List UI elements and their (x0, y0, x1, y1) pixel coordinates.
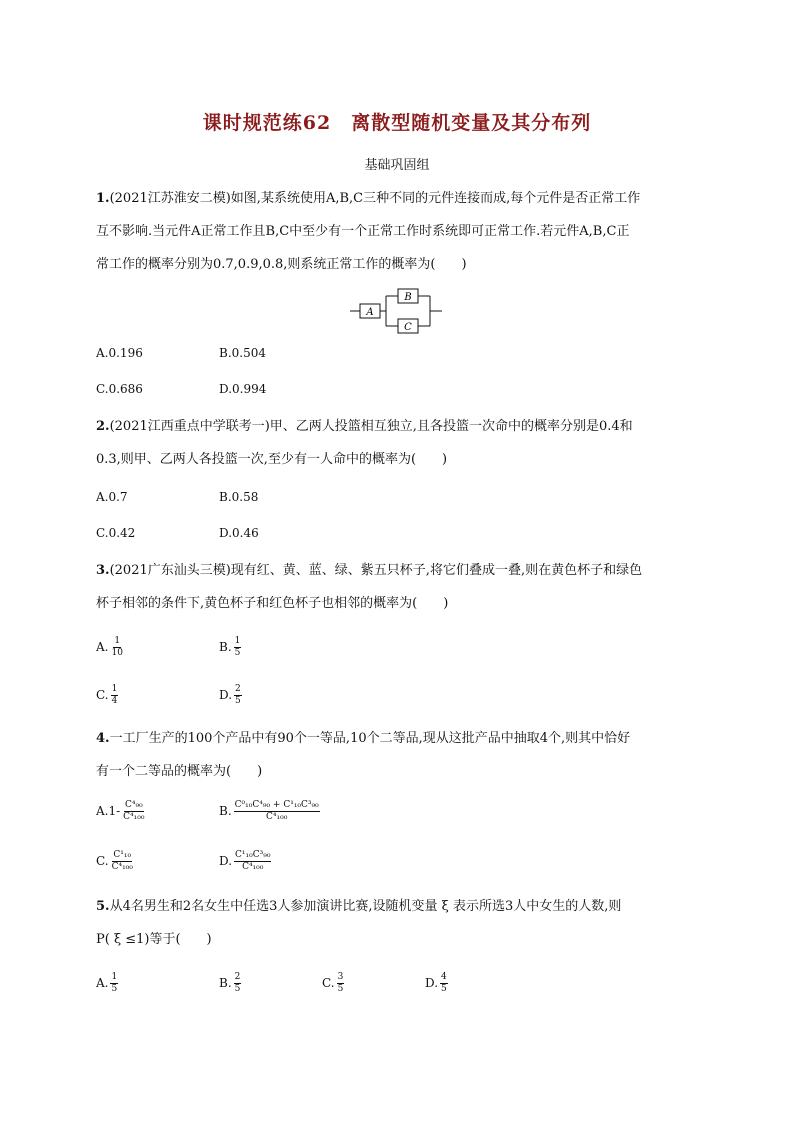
question-4 (96, 722, 696, 788)
option-d: D. $\frac{4}{5}$ (425, 972, 447, 994)
option-c: C. $\frac{\text{C¹₁₀}}{\text{C⁴₁₀₀}}$ (96, 850, 133, 872)
question-5 (96, 890, 696, 956)
fraction: $\frac{1}{4}$ (111, 684, 118, 706)
option-c: C. $\frac{1}{4}$ (96, 684, 118, 706)
circuit-diagram (350, 286, 444, 336)
question-1 (96, 182, 696, 281)
option-c: C.0.686 (96, 382, 143, 396)
option-d: D. $\frac{\text{C¹₁₀C³₉₀}}{\text{C⁴₁₀₀}}$ (219, 850, 271, 872)
question-text-line: 有一个二等品的概率为( ) (96, 764, 263, 779)
question-text-line: 从4名男生和2名女生中任选3人参加演讲比赛,设随机变量 ξ 表示所选3人中女生的人数,则 (109, 899, 622, 914)
option-a: A.0.7 (96, 490, 128, 504)
fraction: $\frac{\text{C¹₁₀}}{\text{C⁴₁₀₀}}$ (111, 850, 133, 872)
option-a: A. $\frac{1}{10}$ (96, 636, 123, 658)
question-text-line: (2021广东汕头三模)现有红、黄、蓝、绿、紫五只杯子,将它们叠成一叠,则在黄色杯子和绿色 (109, 563, 643, 578)
option-d: D.0.46 (219, 526, 259, 540)
question-3 (96, 554, 696, 620)
question-text-line: (2021江西重点中学联考一)甲、乙两人投篮相互独立,且各投篮一次命中的概率分别是0.4和 (109, 419, 633, 434)
component-a-label: A (366, 307, 374, 318)
option-b: B. $\frac{2}{5}$ (219, 972, 241, 994)
question-text-line: 互不影响.当元件A正常工作且B,C中至少有一个正常工作时系统即可正常工作.若元件A,B,C正 (96, 224, 630, 239)
option-c: C.0.42 (96, 526, 136, 540)
question-text-line: 0.3,则甲、乙两人各投篮一次,至少有一人命中的概率为( ) (96, 452, 448, 467)
fraction: $\frac{1}{5}$ (111, 972, 118, 994)
fraction: $\frac{\text{C¹₁₀C³₉₀}}{\text{C⁴₁₀₀}}$ (235, 850, 271, 872)
fraction: $\frac{1}{5}$ (234, 636, 241, 658)
fraction: $\frac{2}{5}$ (234, 972, 241, 994)
question-number: 3. (96, 563, 110, 578)
fraction: $\frac{\text{C⁴₉₀}}{\text{C⁴₁₀₀}}$ (123, 800, 145, 822)
fraction: $\frac{2}{5}$ (235, 684, 241, 706)
option-a: A. $\frac{1}{5}$ (96, 972, 118, 994)
section-subtitle: 基础巩固组 (364, 158, 430, 173)
option-b: B.0.58 (219, 490, 259, 504)
option-d: D. $\frac{2}{5}$ (219, 684, 241, 706)
question-number: 1. (96, 191, 110, 206)
option-c: C. $\frac{3}{5}$ (322, 972, 344, 994)
question-text-line: 常工作的概率分别为0.7,0.9,0.8,则系统正常工作的概率为( ) (96, 257, 467, 272)
component-b-label: B (404, 292, 412, 303)
option-b: B.0.504 (219, 346, 266, 360)
fraction: $\frac{3}{5}$ (337, 972, 344, 994)
page-title: 课时规范练62 离散型随机变量及其分布列 (202, 112, 592, 134)
fraction: $\frac{1}{10}$ (111, 636, 123, 658)
question-number: 2. (96, 419, 110, 434)
question-number: 5. (96, 899, 110, 914)
option-d: D.0.994 (219, 382, 267, 396)
question-text-line: P( ξ ≤1)等于( ) (96, 932, 212, 947)
option-b: B. $\frac{1}{5}$ (219, 636, 241, 658)
component-c-label: C (404, 322, 412, 333)
question-text-line: (2021江苏淮安二模)如图,某系统使用A,B,C三种不同的元件连接而成,每个元件是否正常工作 (109, 191, 641, 206)
question-2 (96, 410, 696, 476)
option-a: A.1- $\frac{\text{C⁴₉₀}}{\text{C⁴₁₀₀}}$ (96, 800, 145, 822)
option-a: A.0.196 (96, 346, 143, 360)
option-b: B. $\frac{\text{C⁰₁₀C⁴₉₀ + C¹₁₀C³₉₀}}{\text{C⁴₁₀₀}}$ (219, 800, 319, 822)
fraction: $\frac{4}{5}$ (441, 972, 447, 994)
fraction: $\frac{\text{C⁰₁₀C⁴₉₀ + C¹₁₀C³₉₀}}{\text{C⁴₁₀₀}}$ (234, 800, 319, 822)
question-number: 4. (96, 731, 110, 746)
question-text-line: 杯子相邻的条件下,黄色杯子和红色杯子也相邻的概率为( ) (96, 596, 449, 611)
question-text-line: 一工厂生产的100个产品中有90个一等品,10个二等品,现从这批产品中抽取4个,则其中恰好 (109, 731, 631, 746)
